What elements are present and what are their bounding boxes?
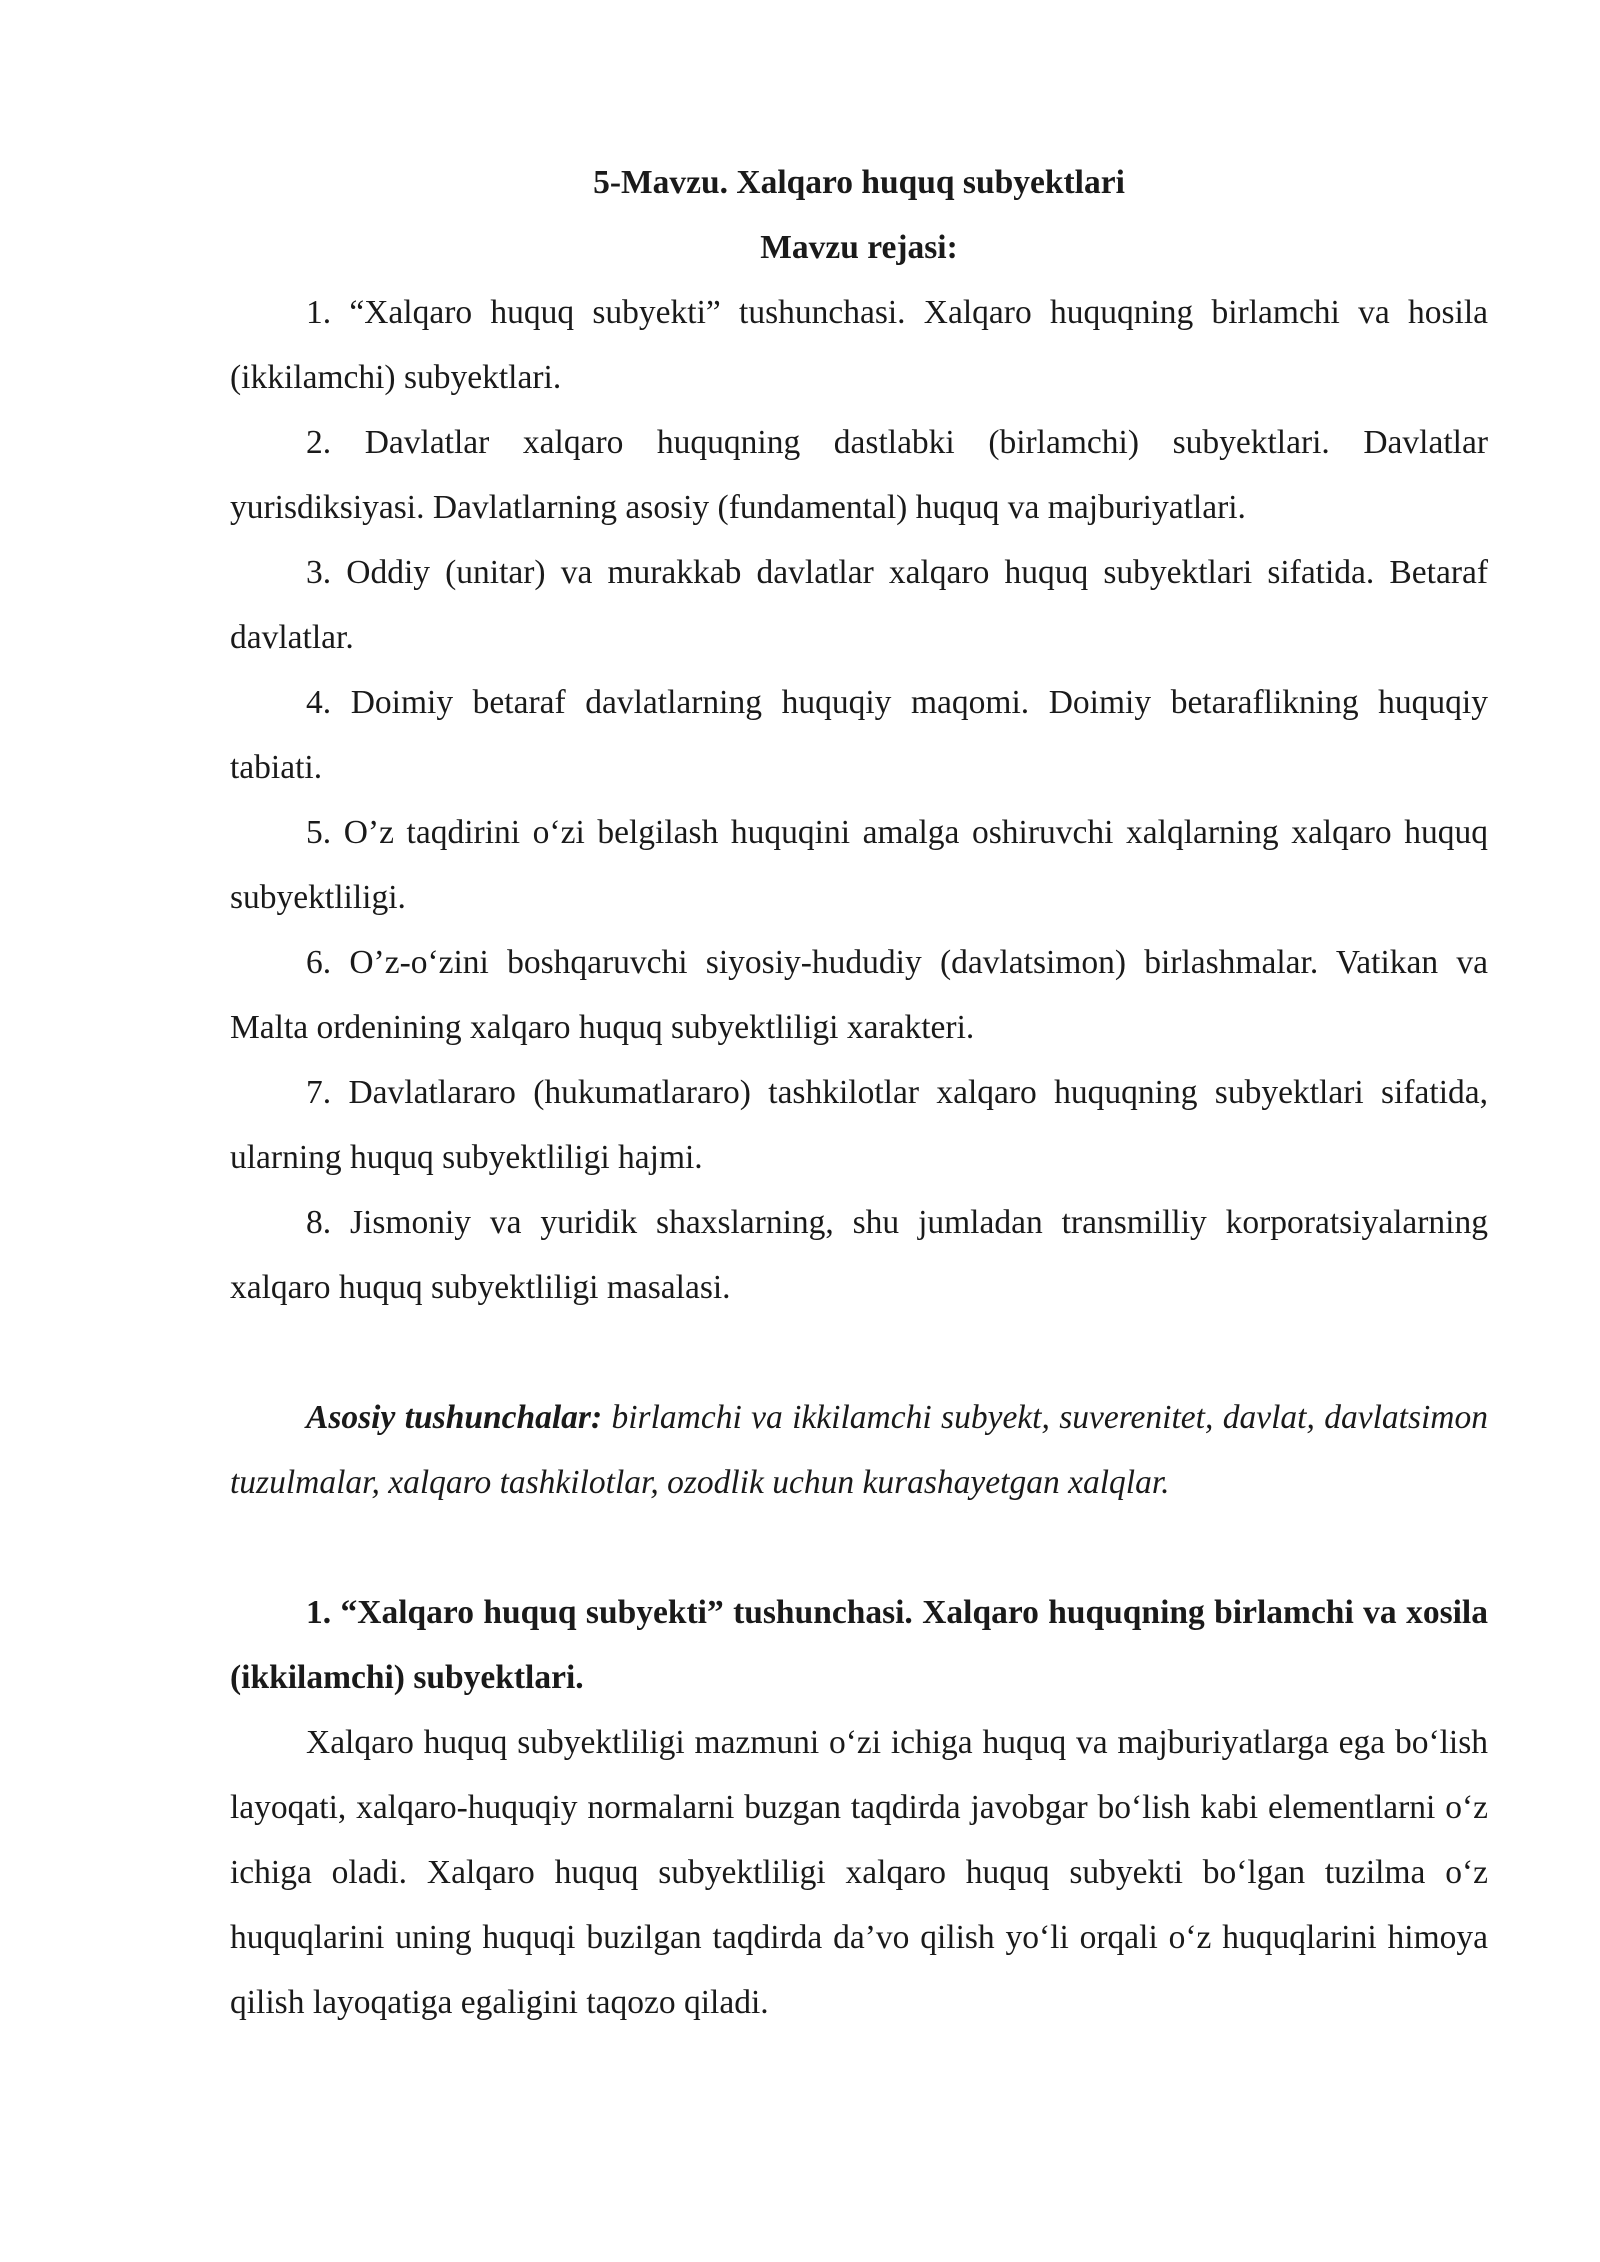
plan-item-8: 8. Jismoniy va yuridik shaxslarning, shu jumladan transmilliy korporatsiyalarning xalqaro huquq subyektliligi masalasi.	[230, 1204, 1488, 1306]
plan-item-2: 2. Davlatlar xalqaro huquqning dastlabki (birlamchi) subyektlari. Davlatlar yurisdiksiyasi. Davlatlarning asosiy (fundamental) huquq va majburiyatlari.	[230, 424, 1488, 526]
plan-item-1: 1. “Xalqaro huquq subyekti” tushunchasi. Xalqaro huquqning birlamchi va hosila (ikkilamchi) subyektlari.	[230, 294, 1488, 396]
key-concepts-text: birlamchi va ikkilamchi subyekt, suverenitet, davlat, davlatsimon tuzulmalar, xalqaro tashkilotlar, ozodlik uchun kurashayetgan xalqlar.	[230, 1399, 1488, 1501]
document-page	[230, 150, 1488, 2035]
spacer	[230, 1515, 1488, 1580]
plan-item-6: 6. O’z-o‘zini boshqaruvchi siyosiy-hududiy (davlatsimon) birlashmalar. Vatikan va Malta ordenining xalqaro huquq subyektliligi xarakteri.	[230, 944, 1488, 1046]
plan-item-5: 5. O’z taqdirini o‘zi belgilash huquqini amalga oshiruvchi xalqlarning xalqaro huquq subyektliligi.	[230, 814, 1488, 916]
plan-item-7: 7. Davlatlararo (hukumatlararo) tashkilotlar xalqaro huquqning subyektlari sifatida, ularning huquq subyektliligi hajmi.	[230, 1074, 1488, 1176]
section-body-paragraph: Xalqaro huquq subyektliligi mazmuni o‘zi ichiga huquq va majburiyatlarga ega bo‘lish layoqati, xalqaro-huquqiy normalarni buzgan taqdirda javobgar bo‘lish kabi elementlarni o‘z ichiga oladi. Xalqaro huquq subyektliligi xalqaro huquq subyekti bo‘lgan tuzilma o‘z huquqlarini uning huquqi buzilgan taqdirda da’vo qilish yo‘li orqali o‘z huquqlarini himoya qilish layoqatiga egaligini taqozo qiladi.	[230, 1724, 1488, 2021]
plan-item-4: 4. Doimiy betaraf davlatlarning huquqiy maqomi. Doimiy betaraflikning huquqiy tabiati.	[230, 684, 1488, 786]
spacer	[230, 1320, 1488, 1385]
section-heading: 1. “Xalqaro huquq subyekti” tushunchasi. Xalqaro huquqning birlamchi va xosila (ikkilamchi) subyektlari.	[230, 1594, 1488, 1696]
plan-heading: Mavzu rejasi:	[760, 229, 958, 266]
plan-item-3: 3. Oddiy (unitar) va murakkab davlatlar xalqaro huquq subyektlari sifatida. Betaraf davlatlar.	[230, 554, 1488, 656]
document-title: 5-Mavzu. Xalqaro huquq subyektlari	[593, 164, 1125, 201]
key-concepts-label: Asosiy tushunchalar:	[306, 1399, 603, 1436]
key-concepts-paragraph	[230, 1385, 1488, 1515]
